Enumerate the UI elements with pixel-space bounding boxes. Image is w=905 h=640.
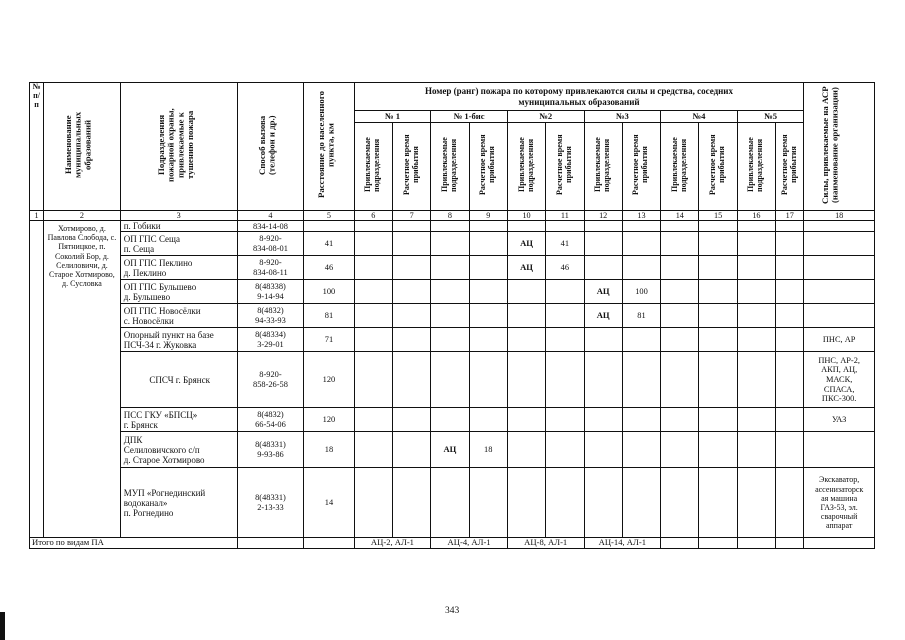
acr-forces	[804, 280, 875, 304]
acr-forces: ПНС, АР-2, АКП, АЦ, МАСК, СПАСА, ПКС-300.	[804, 352, 875, 408]
assigned-units	[431, 468, 469, 538]
arrival-time	[392, 232, 430, 256]
call-method: 8(48334) 3-29-01	[237, 328, 304, 352]
rank-4-units	[661, 304, 699, 328]
unit-name: МУП «Рогнединский водоканал» п. Рогнедино	[120, 468, 237, 538]
col-num: 10	[507, 211, 545, 221]
distance-km: 71	[304, 328, 354, 352]
unit-name: ОП ГПС Пеклино д. Пеклино	[120, 256, 237, 280]
distance-km: 120	[304, 352, 354, 408]
assigned-units: АЦ	[431, 432, 469, 468]
table-row	[30, 256, 875, 280]
rank-4-units	[661, 280, 699, 304]
call-method: 8(4832) 66-54-06	[237, 408, 304, 432]
arrival-time	[546, 328, 584, 352]
sub-units-3: Привлекаемые подразделения	[584, 123, 622, 211]
header-distance: Расстояние до населенного пункта, км	[304, 83, 354, 211]
sub-time-3: Расчетное время прибытия	[622, 123, 660, 211]
acr-forces	[804, 432, 875, 468]
rank-5-units	[737, 408, 775, 432]
assigned-units	[431, 280, 469, 304]
sub-time-1b: Расчетное время прибытия	[469, 123, 507, 211]
rank-4-time	[699, 468, 737, 538]
call-method: 8-920- 858-26-58	[237, 352, 304, 408]
rank-4-time	[699, 352, 737, 408]
assigned-units: АЦ	[584, 280, 622, 304]
rank-5-units	[737, 256, 775, 280]
distance-km	[304, 221, 354, 232]
assigned-units	[507, 432, 545, 468]
col-num: 16	[737, 211, 775, 221]
arrival-time	[469, 221, 507, 232]
rank-5-time	[776, 432, 804, 468]
distance-km: 41	[304, 232, 354, 256]
scan-edge-mark	[0, 612, 5, 640]
assigned-units	[507, 221, 545, 232]
assigned-units	[507, 304, 545, 328]
assigned-units	[431, 304, 469, 328]
rank-4-units	[661, 232, 699, 256]
sub-units-1b: Привлекаемые подразделения	[431, 123, 469, 211]
rank-5-units	[737, 232, 775, 256]
arrival-time: 81	[622, 304, 660, 328]
rank-5-time	[776, 468, 804, 538]
assigned-units	[431, 408, 469, 432]
call-method: 834-14-08	[237, 221, 304, 232]
col-num: 5	[304, 211, 354, 221]
call-method: 8(4832) 94-33-93	[237, 304, 304, 328]
table-row	[30, 280, 875, 304]
rank-5-units	[737, 352, 775, 408]
assigned-units	[584, 432, 622, 468]
totals-call	[237, 538, 304, 549]
assigned-units	[584, 328, 622, 352]
rank-4-units	[661, 432, 699, 468]
totals-distance	[304, 538, 354, 549]
rank-3: №3	[584, 111, 661, 123]
arrival-time	[546, 280, 584, 304]
totals-rank-1-bis: АЦ-4, АЛ-1	[431, 538, 508, 549]
rank-5-time	[776, 328, 804, 352]
arrival-time	[392, 408, 430, 432]
rank-4-time	[699, 256, 737, 280]
col-num: 12	[584, 211, 622, 221]
arrival-time: 41	[546, 232, 584, 256]
rank-4-units	[661, 256, 699, 280]
assigned-units	[354, 352, 392, 408]
rank-5-units	[737, 221, 775, 232]
rank-5: №5	[737, 111, 804, 123]
rank-5-time	[776, 280, 804, 304]
assigned-units	[507, 468, 545, 538]
arrival-time: 46	[546, 256, 584, 280]
assigned-units	[354, 304, 392, 328]
unit-name: ОП ГПС Новосёлки с. Новосёлки	[120, 304, 237, 328]
arrival-time	[392, 256, 430, 280]
totals-row	[30, 538, 875, 549]
assigned-units	[354, 328, 392, 352]
arrival-time	[392, 280, 430, 304]
arrival-time	[392, 304, 430, 328]
col-num: 1	[30, 211, 44, 221]
distance-km: 120	[304, 408, 354, 432]
assigned-units	[354, 468, 392, 538]
distance-km: 81	[304, 304, 354, 328]
assigned-units	[507, 352, 545, 408]
assigned-units	[354, 408, 392, 432]
col-num: 11	[546, 211, 584, 221]
col-num: 13	[622, 211, 660, 221]
rank-4-time	[699, 232, 737, 256]
totals-rank-5-units	[737, 538, 775, 549]
table-row	[30, 328, 875, 352]
rank-1-bis: № 1-бис	[431, 111, 508, 123]
column-number-row	[30, 211, 875, 221]
assigned-units	[507, 280, 545, 304]
header-acr: Силы, привлекаемые на АСР (наименование организации)	[804, 83, 875, 211]
arrival-time	[622, 232, 660, 256]
rank-5-time	[776, 352, 804, 408]
acr-forces	[804, 232, 875, 256]
rank-5-time	[776, 256, 804, 280]
totals-rank-5-time	[776, 538, 804, 549]
rank-4-units	[661, 352, 699, 408]
assigned-units	[584, 256, 622, 280]
municipality-list: Хотмирово, д. Павлова Слобода, с. Пятницкое, п. Соколий Бор, д. Селиловичи, д. Старое Хотмирово, д. Сусловка	[44, 221, 121, 538]
distance-km: 14	[304, 468, 354, 538]
arrival-time	[469, 304, 507, 328]
acr-forces: Экскаватор, ассенизаторск ая машина ГАЗ-53, эл. сварочный аппарат	[804, 468, 875, 538]
unit-name: Опорный пункт на базе ПСЧ-34 г. Жуковка	[120, 328, 237, 352]
arrival-time	[392, 432, 430, 468]
distance-km: 18	[304, 432, 354, 468]
arrival-time: 18	[469, 432, 507, 468]
assigned-units	[431, 256, 469, 280]
assigned-units	[507, 328, 545, 352]
assigned-units	[584, 221, 622, 232]
rank-5-time	[776, 232, 804, 256]
sub-time-1: Расчетное время прибытия	[392, 123, 430, 211]
header-unit: Подразделения пожарной охраны, привлекаемые к тушению пожара	[120, 83, 237, 211]
arrival-time	[622, 352, 660, 408]
call-method: 8-920- 834-08-11	[237, 256, 304, 280]
table-row	[30, 221, 875, 232]
arrival-time	[622, 468, 660, 538]
totals-rank-1: АЦ-2, АЛ-1	[354, 538, 431, 549]
arrival-time	[469, 256, 507, 280]
table-row	[30, 352, 875, 408]
page-number: 343	[445, 606, 460, 616]
table-row	[30, 432, 875, 468]
arrival-time	[546, 432, 584, 468]
header-rank-title: Номер (ранг) пожара по которому привлекаются силы и средства, соседних муниципальных образований	[354, 83, 804, 111]
rank-4-time	[699, 221, 737, 232]
rank-4-units	[661, 468, 699, 538]
unit-name: СПСЧ г. Брянск	[120, 352, 237, 408]
col-num: 7	[392, 211, 430, 221]
unit-name: ОП ГПС Бульшево д. Бульшево	[120, 280, 237, 304]
totals-acr	[804, 538, 875, 549]
arrival-time	[392, 468, 430, 538]
sub-units-4: Привлекаемые подразделения	[661, 123, 699, 211]
totals-rank-4-units	[661, 538, 699, 549]
assigned-units: АЦ	[507, 256, 545, 280]
rank-4-time	[699, 408, 737, 432]
distance-km: 46	[304, 256, 354, 280]
arrival-time	[546, 304, 584, 328]
arrival-time	[622, 221, 660, 232]
arrival-time	[622, 256, 660, 280]
sub-time-5: Расчетное время прибытия	[776, 123, 804, 211]
col-num: 14	[661, 211, 699, 221]
unit-name: п. Гобики	[120, 221, 237, 232]
arrival-time	[622, 432, 660, 468]
rank-1: № 1	[354, 111, 431, 123]
rank-4: №4	[661, 111, 738, 123]
col-num: 9	[469, 211, 507, 221]
row-number-cell	[30, 221, 44, 538]
sub-units-1: Привлекаемые подразделения	[354, 123, 392, 211]
rank-5-units	[737, 468, 775, 538]
totals-rank-2: АЦ-8, АЛ-1	[507, 538, 584, 549]
col-num: 18	[804, 211, 875, 221]
rank-4-time	[699, 432, 737, 468]
table-row	[30, 468, 875, 538]
table-row	[30, 408, 875, 432]
col-num: 3	[120, 211, 237, 221]
sub-time-4: Расчетное время прибытия	[699, 123, 737, 211]
header-number: № п/п	[30, 83, 44, 211]
assigned-units	[354, 221, 392, 232]
arrival-time	[392, 328, 430, 352]
rank-5-units	[737, 432, 775, 468]
call-method: 8(48338) 9-14-94	[237, 280, 304, 304]
unit-name: ПСС ГКУ «БПСЦ» г. Брянск	[120, 408, 237, 432]
rank-4-units	[661, 408, 699, 432]
arrival-time	[622, 328, 660, 352]
assigned-units	[431, 221, 469, 232]
assigned-units	[507, 408, 545, 432]
rank-5-time	[776, 221, 804, 232]
rank-5-units	[737, 328, 775, 352]
assigned-units	[584, 468, 622, 538]
sub-units-2: Привлекаемые подразделения	[507, 123, 545, 211]
call-method: 8-920- 834-08-01	[237, 232, 304, 256]
fire-forces-table	[29, 82, 875, 549]
arrival-time	[546, 408, 584, 432]
assigned-units	[584, 352, 622, 408]
arrival-time	[469, 352, 507, 408]
assigned-units: АЦ	[584, 304, 622, 328]
rank-2: №2	[507, 111, 584, 123]
call-method: 8(48331) 9-93-86	[237, 432, 304, 468]
call-method: 8(48331) 2-13-33	[237, 468, 304, 538]
acr-forces	[804, 256, 875, 280]
arrival-time	[469, 408, 507, 432]
assigned-units	[354, 232, 392, 256]
header-municipality: Наименование муниципальных образований	[44, 83, 121, 211]
acr-forces	[804, 221, 875, 232]
col-num: 17	[776, 211, 804, 221]
sub-units-5: Привлекаемые подразделения	[737, 123, 775, 211]
col-num: 2	[44, 211, 121, 221]
rank-4-time	[699, 328, 737, 352]
rank-4-units	[661, 328, 699, 352]
assigned-units	[431, 352, 469, 408]
assigned-units	[584, 408, 622, 432]
arrival-time	[546, 221, 584, 232]
arrival-time	[546, 352, 584, 408]
arrival-time	[622, 408, 660, 432]
acr-forces: УАЗ	[804, 408, 875, 432]
arrival-time	[469, 328, 507, 352]
col-num: 15	[699, 211, 737, 221]
assigned-units	[431, 328, 469, 352]
assigned-units	[584, 232, 622, 256]
rank-5-time	[776, 408, 804, 432]
col-num: 6	[354, 211, 392, 221]
totals-label: Итого по видам ПА	[30, 538, 238, 549]
rank-5-time	[776, 304, 804, 328]
unit-name: ДПК Селиловичского с/п д. Старое Хотмирово	[120, 432, 237, 468]
totals-rank-3: АЦ-14, АЛ-1	[584, 538, 661, 549]
assigned-units: АЦ	[507, 232, 545, 256]
arrival-time: 100	[622, 280, 660, 304]
acr-forces	[804, 304, 875, 328]
sub-time-2: Расчетное время прибытия	[546, 123, 584, 211]
rank-4-time	[699, 304, 737, 328]
distance-km: 100	[304, 280, 354, 304]
assigned-units	[354, 280, 392, 304]
arrival-time	[469, 232, 507, 256]
arrival-time	[469, 280, 507, 304]
col-num: 4	[237, 211, 304, 221]
arrival-time	[469, 468, 507, 538]
table-row	[30, 304, 875, 328]
rank-4-time	[699, 280, 737, 304]
arrival-time	[546, 468, 584, 538]
col-num: 8	[431, 211, 469, 221]
rank-5-units	[737, 304, 775, 328]
assigned-units	[431, 232, 469, 256]
header-call-method: Способ вызова (телефон и др.)	[237, 83, 304, 211]
arrival-time	[392, 352, 430, 408]
rank-4-units	[661, 221, 699, 232]
totals-rank-4-time	[699, 538, 737, 549]
arrival-time	[392, 221, 430, 232]
assigned-units	[354, 432, 392, 468]
assigned-units	[354, 256, 392, 280]
rank-5-units	[737, 280, 775, 304]
table-row	[30, 232, 875, 256]
acr-forces: ПНС, АР	[804, 328, 875, 352]
unit-name: ОП ГПС Сеща п. Сеща	[120, 232, 237, 256]
